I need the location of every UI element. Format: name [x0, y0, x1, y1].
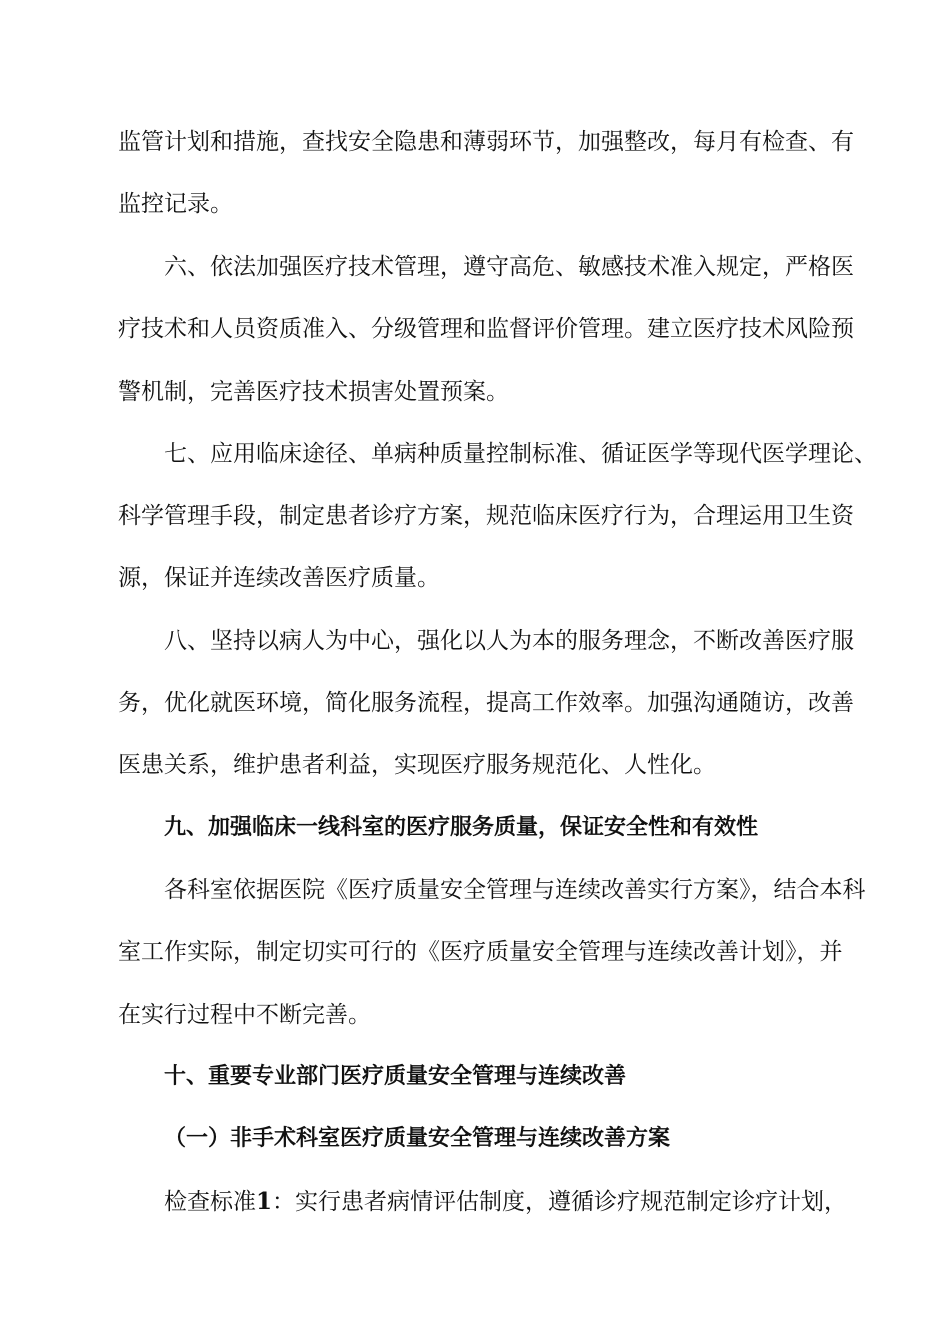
section-heading: 九、加强临床一线科室的医疗服务质量，保证安全性和有效性: [164, 815, 759, 840]
standard-line: [164, 1187, 848, 1217]
paragraph-line: 监控记录。: [118, 191, 233, 217]
section-heading: 十、重要专业部门医疗质量安全管理与连续改善: [164, 1064, 627, 1089]
paragraph-line: 室工作实际，制定切实可行的《医疗质量安全管理与连续改善计划》，并: [118, 939, 843, 965]
paragraph-line: 医患关系，维护患者利益，实现医疗服务规范化、人性化。: [118, 752, 716, 778]
paragraph-line: 六、依法加强医疗技术管理，遵守高危、敏感技术准入规定，严格医: [164, 254, 854, 280]
paragraph-line: 各科室依据医院《医疗质量安全管理与连续改善实行方案》，结合本科: [164, 877, 866, 903]
paragraph-line: 七、应用临床途径、单病种质量控制标准、循证医学等现代医学理论、: [164, 441, 877, 467]
standard-number: 1: [256, 1188, 273, 1215]
paragraph-line: 源，保证并连续改善医疗质量。: [118, 565, 440, 591]
paragraph-line: 警机制，完善医疗技术损害处置预案。: [118, 379, 509, 405]
subsection-heading: （一）非手术科室医疗质量安全管理与连续改善方案: [164, 1126, 671, 1151]
paragraph-line: 务，优化就医环境，简化服务流程，提高工作效率。加强沟通随访，改善: [118, 690, 854, 716]
paragraph-line: 疗技术和人员资质准入、分级管理和监督评价管理。建立医疗技术风险预: [118, 316, 854, 342]
standard-label: 检查标准: [164, 1189, 256, 1215]
paragraph-line: 在实行过程中不断完善。: [118, 1002, 371, 1028]
paragraph-line: 监管计划和措施，查找安全隐患和薄弱环节，加强整改，每月有检查、有: [118, 129, 854, 155]
paragraph-line: 科学管理手段，制定患者诊疗方案，规范临床医疗行为，合理运用卫生资: [118, 503, 854, 529]
standard-text: ：实行患者病情评估制度，遵循诊疗规范制定诊疗计划，: [272, 1189, 848, 1215]
paragraph-line: 八、坚持以病人为中心，强化以人为本的服务理念，不断改善医疗服: [164, 628, 854, 654]
